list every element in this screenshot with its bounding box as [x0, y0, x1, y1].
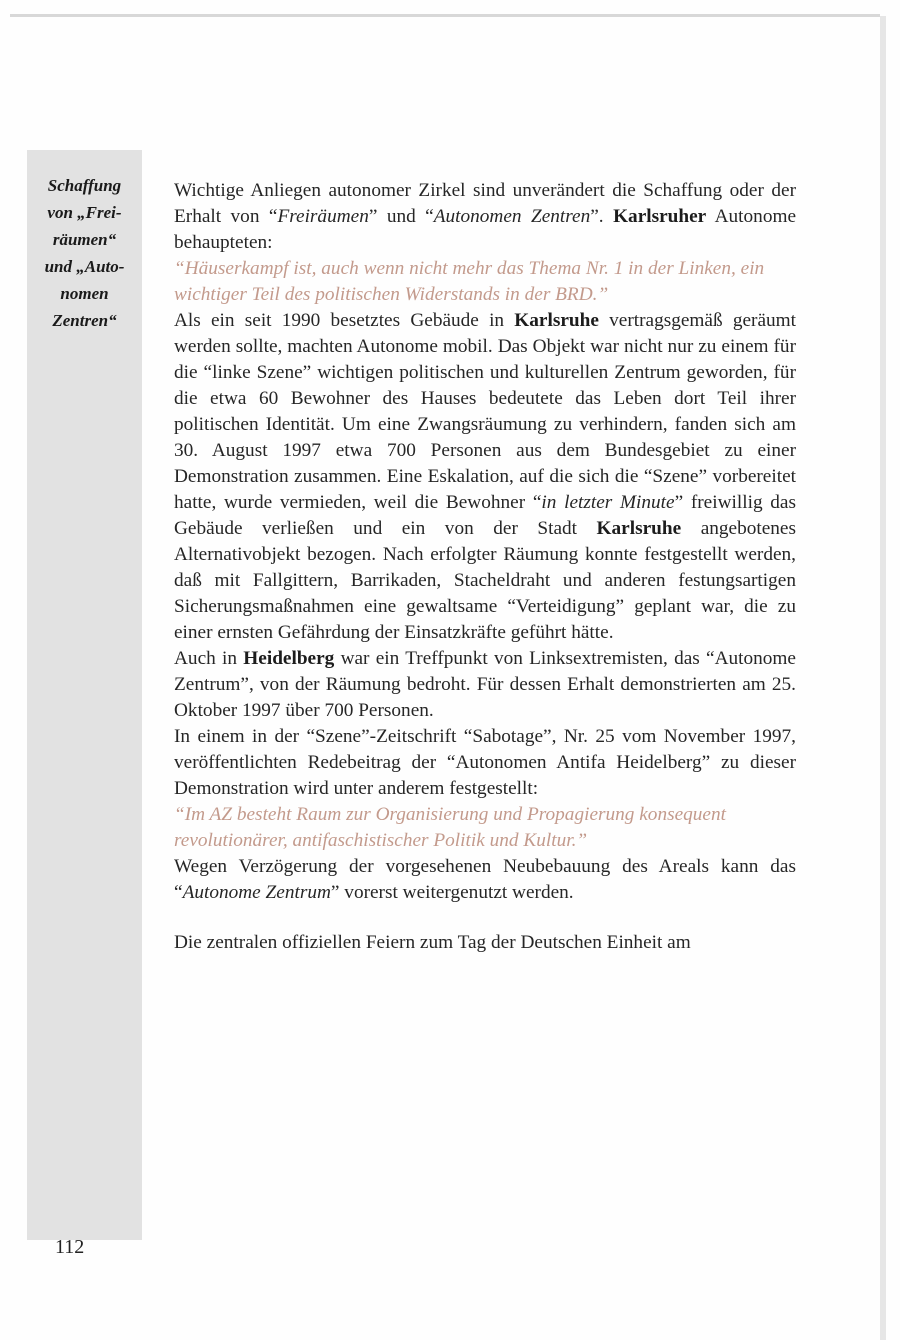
right-edge-shadow	[880, 16, 886, 1340]
bold-term: Karlsruhe	[514, 310, 599, 331]
bold-term: Karlsruhe	[596, 518, 682, 539]
text-run: ” und “	[368, 206, 434, 227]
text-run: ” freiwillig das Gebäude verließen und ein von der Stadt	[174, 492, 796, 539]
margin-note-line: Zentren“	[52, 311, 117, 330]
text-run: war ein Treffpunkt von Linksextremisten, das “Autonome Zentrum”, von der Räumung bedroht. Für dessen Erhalt demonstrierten am 25. Oktober 1997 über 700 Personen.	[174, 648, 796, 721]
italic-term: Autonome Zentrum	[182, 882, 331, 903]
margin-note	[27, 172, 142, 334]
bold-term: Heidelberg	[243, 648, 335, 669]
paragraph-intro	[174, 178, 796, 256]
paragraph-az	[174, 854, 796, 906]
margin-note-line: und „Auto-	[44, 257, 125, 276]
margin-note-line: von „Frei-	[47, 203, 122, 222]
text-run: Auch in	[174, 648, 244, 669]
quote-heidelberg: “Im AZ besteht Raum zur Organisierung und Propagierung konsequent revolutionärer, antifaschistischer Politik und Kultur.”	[174, 804, 726, 851]
italic-term: Freiräumen	[277, 206, 369, 227]
paragraph-einheit: Die zentralen offiziellen Feiern zum Tag der Deutschen Einheit am	[174, 932, 691, 953]
paragraph-heidelberg	[174, 646, 796, 724]
text-run: vertragsgemäß geräumt werden sollte, machten Autonome mobil. Das Objekt war nicht nur zu einem für die “linke Szene” wichtigen politischen und kulturellen Zentrum geworden, für die etwa 60 Bewohner des Hauses bedeutete das Leben dort Teil ihrer politischen Identität. Um eine Zwangsräumung zu verhindern, fanden sich am 30. August 1997 etwa 700 Personen aus dem Bundesgebiet zu einer Demonstration zusammen. Eine Eskalation, auf die sich die “Szene” vorbereitet hatte, wurde vermieden, weil die Bewohner “	[174, 310, 796, 513]
bold-term: Karlsruher	[613, 206, 707, 227]
quote-karlsruhe: “Häuserkampf ist, auch wenn nicht mehr das Thema Nr. 1 in der Linken, ein wichtiger Teil des politischen Widerstands in der BRD.”	[174, 258, 765, 305]
top-edge-line	[10, 14, 880, 17]
italic-term: in letzter Minute	[541, 492, 675, 513]
text-run: ” vorerst weitergenutzt werden.	[330, 882, 574, 903]
italic-term: Autonomen Zentren	[433, 206, 591, 227]
text-run: Wegen Verzögerung der vorgesehenen Neubebauung des Areals kann das “	[174, 856, 796, 903]
text-run: ”.	[590, 206, 614, 227]
text-run: Als ein seit 1990 besetztes Gebäude in	[174, 310, 515, 331]
body-text	[174, 178, 796, 956]
text-run: angebotenes Alternativobjekt bezogen. Nach erfolgter Räumung konnte festgestellt werden, daß mit Fallgittern, Barrikaden, Stacheldraht und anderen festungsartigen Sicherungsmaßnahmen eine gewaltsame “Verteidigung” geplant war, die zu einer ernsten Gefährdung der Einsatzkräfte geführt hätte.	[174, 518, 796, 643]
margin-note-line: nomen	[60, 284, 109, 303]
paragraph-karlsruhe	[174, 308, 796, 646]
text-run: Wichtige Anliegen autonomer Zirkel sind unverändert die Schaffung oder der Erhalt von “	[174, 180, 796, 227]
text-run: Autonome behaupteten:	[174, 206, 797, 253]
margin-note-line: räumen“	[52, 230, 117, 249]
page-number: 112	[55, 1236, 85, 1258]
margin-note-line: Schaffung	[47, 176, 122, 195]
paragraph-sabotage: In einem in der “Szene”-Zeitschrift “Sabotage”, Nr. 25 vom November 1997, veröffentlichten Redebeitrag der “Autonomen Antifa Heidelberg” zu dieser Demonstration wird unter anderem festgestellt:	[174, 726, 796, 799]
